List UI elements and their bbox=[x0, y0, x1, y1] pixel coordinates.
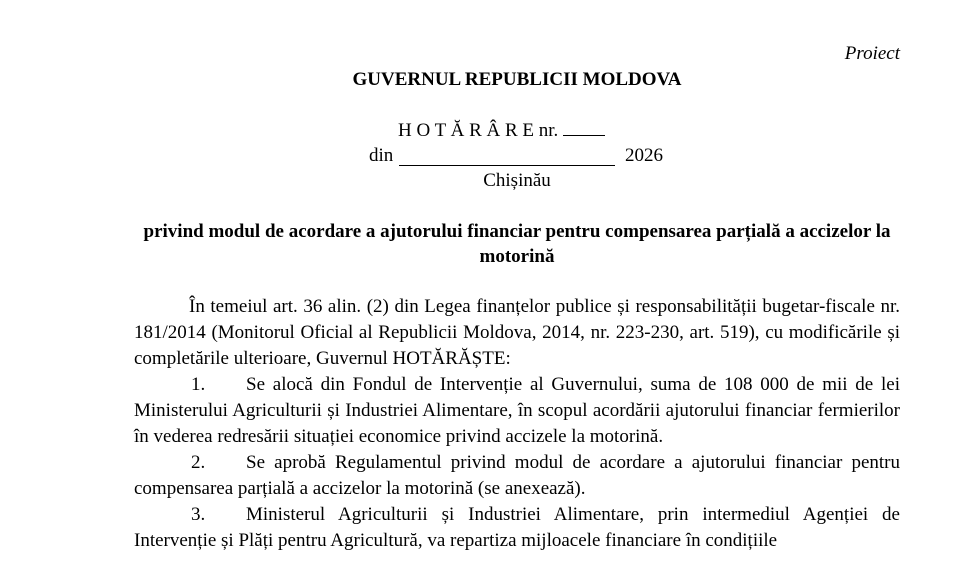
date-blank bbox=[399, 144, 615, 166]
article-item bbox=[134, 450, 900, 502]
article-number: 2. bbox=[191, 452, 206, 473]
article-text: Ministerul Agriculturii și Industriei Alimentare, prin intermediul Agenției de Intervenție și Plăți pentru Agricultură, va repartiza mijloacele financiare în condițiile bbox=[134, 504, 900, 551]
city: Chișinău bbox=[483, 170, 551, 191]
article-item bbox=[134, 372, 900, 450]
date-year: 2026 bbox=[625, 145, 663, 166]
date-prefix: din bbox=[369, 145, 394, 166]
decision-title: H O T Ă R Â R E nr. bbox=[398, 120, 559, 141]
draft-label: Proiect bbox=[844, 43, 900, 64]
intro-paragraph: În temeiul art. 36 alin. (2) din Legea finanțelor publice și responsabilității bugetar-fiscale nr. 181/2014 (Monitorul Oficial al Republicii Moldova, 2014, nr. 223-230, art. 519), cu modificările și completările ulterioare, Guvernul HOTĂRĂȘTE: bbox=[134, 296, 900, 369]
article-text: Se aprobă Regulamentul privind modul de acordare a ajutorului financiar pentru compensarea parțială a accizelor la motorină (se anexează). bbox=[134, 452, 900, 499]
article-number: 3. bbox=[191, 504, 206, 525]
decision-subject: privind modul de acordare a ajutorului financiar pentru compensarea parțială a accizelor la motorină bbox=[143, 221, 891, 267]
decision-number-line bbox=[398, 118, 605, 143]
government-title: GUVERNUL REPUBLICII MOLDOVA bbox=[352, 69, 682, 90]
article-number: 1. bbox=[191, 374, 206, 395]
article-text: Se alocă din Fondul de Intervenție al Guvernului, suma de 108 000 de mii de lei Ministerului Agriculturii și Industriei Alimentare, în scopul acordării ajutorului financiar fermierilor în vederea redresării situației economice privind accizele la motorină. bbox=[134, 374, 900, 447]
decision-body bbox=[134, 294, 900, 554]
article-item bbox=[134, 502, 900, 554]
decision-number-blank bbox=[563, 118, 605, 136]
